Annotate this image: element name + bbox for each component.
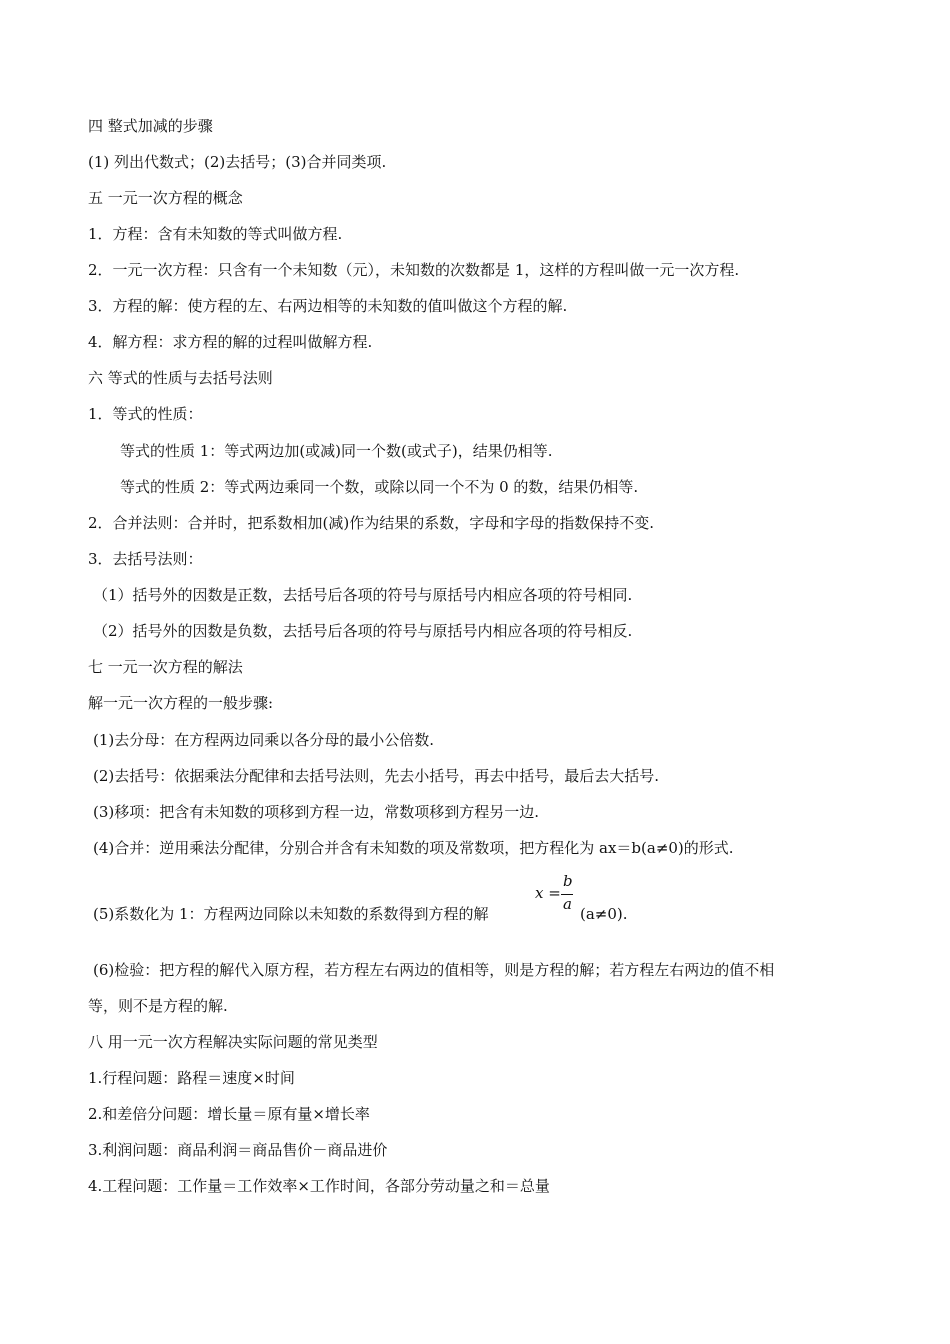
section-6-title: 六 等式的性质与去括号法则 <box>88 369 273 387</box>
section-7-title: 七 一元一次方程的解法 <box>88 658 243 676</box>
problem-type-2: 2.和差倍分问题：增长量＝原有量×增长率 <box>88 1105 370 1123</box>
bracket-rule-2: （2）括号外的因数是负数，去括号后各项的符号与原括号内相应各项的符号相反. <box>93 622 633 640</box>
section-4-title: 四 整式加减的步骤 <box>88 117 213 135</box>
equality-property-2: 等式的性质 2：等式两边乘同一个数，或除以同一个不为 0 的数，结果仍相等. <box>120 478 639 496</box>
problem-type-1: 1.行程问题：路程＝速度×时间 <box>88 1069 295 1087</box>
solve-step-2: (2)去括号：依据乘法分配律和去括号法则，先去小括号，再去中括号，最后去大括号. <box>93 767 660 785</box>
solution-formula <box>535 872 575 924</box>
bracket-rule-1: （1）括号外的因数是正数，去括号后各项的符号与原括号内相应各项的符号相同. <box>93 586 633 604</box>
section-5-item-4: 4．解方程：求方程的解的过程叫做解方程. <box>88 333 373 351</box>
section-8-title: 八 用一元一次方程解决实际问题的常见类型 <box>88 1033 378 1051</box>
section-5-title: 五 一元一次方程的概念 <box>88 189 243 207</box>
section-4-steps: (1) 列出代数式；(2)去括号；(3)合并同类项. <box>88 153 387 171</box>
equality-property-1: 等式的性质 1：等式两边加(或减)同一个数(或式子)，结果仍相等. <box>120 442 553 460</box>
section-5-item-1: 1．方程：含有未知数的等式叫做方程. <box>88 225 343 243</box>
section-5-item-3: 3．方程的解：使方程的左、右两边相等的未知数的值叫做这个方程的解. <box>88 297 568 315</box>
section-6-item-2: 2．合并法则：合并时，把系数相加(减)作为结果的系数，字母和字母的指数保持不变. <box>88 514 655 532</box>
solve-step-4: (4)合并：逆用乘法分配律，分别合并含有未知数的项及常数项，把方程化为 ax＝b(a≠0)的形式. <box>93 839 734 857</box>
solve-step-6-line-1: (6)检验：把方程的解代入原方程，若方程左右两边的值相等，则是方程的解；若方程左右两边的值不相 <box>93 961 775 979</box>
formula-denominator: a <box>563 895 572 913</box>
solve-step-3: (3)移项：把含有未知数的项移到方程一边，常数项移到方程另一边. <box>93 803 540 821</box>
problem-type-4: 4.工程问题：工作量＝工作效率×工作时间，各部分劳动量之和＝总量 <box>88 1177 550 1195</box>
formula-lhs: x = <box>535 884 561 902</box>
section-6-item-3: 3．去括号法则： <box>88 550 203 568</box>
section-6-item-1: 1．等式的性质： <box>88 405 203 423</box>
section-5-item-2: 2．一元一次方程：只含有一个未知数（元），未知数的次数都是 1，这样的方程叫做一元一次方程. <box>88 261 740 279</box>
solve-step-6-line-2: 等，则不是方程的解. <box>88 997 228 1015</box>
formula-numerator: b <box>563 872 573 890</box>
section-7-intro: 解一元一次方程的一般步骤: <box>88 694 274 712</box>
problem-type-3: 3.利润问题：商品利润＝商品售价－商品进价 <box>88 1141 388 1159</box>
solve-step-5: (5)系数化为 1：方程两边同除以未知数的系数得到方程的解 <box>93 905 489 923</box>
solve-step-5-condition: (a≠0). <box>580 905 628 923</box>
solve-step-1: (1)去分母：在方程两边同乘以各分母的最小公倍数. <box>93 731 435 749</box>
